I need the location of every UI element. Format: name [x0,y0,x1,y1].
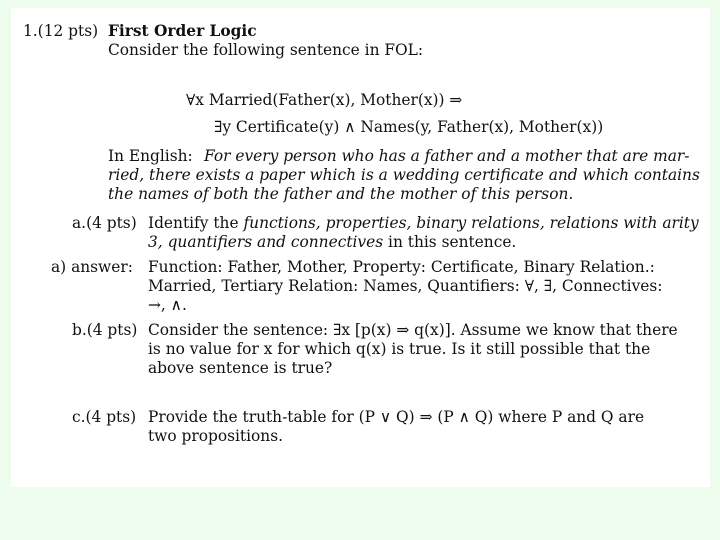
english-line-3: the names of both the father and the mother of this person. [108,185,574,203]
part-a-italic-1: functions, properties, binary relations, relations with arity [243,214,699,232]
answer-a-line-2: Married, Tertiary Relation: Names, Quantifiers: ∀, ∃, Connectives: [148,277,663,295]
part-a-text-end: in this sentence. [388,233,517,251]
english-label: In English: [108,147,193,165]
part-a-italic-2: 3, quantifiers and connectives [148,233,384,251]
part-b-line-1: Consider the sentence: ∃x [p(x) ⇒ q(x)]. Assume we know that there [148,321,678,339]
part-b-line-3: above sentence is true? [148,359,333,377]
problem-number: 1.(12 pts) [23,22,99,40]
part-a-label: a.(4 pts) [72,214,137,232]
answer-a-line-1: Function: Father, Mother, Property: Certificate, Binary Relation.: [148,258,655,276]
part-c-label: c.(4 pts) [72,408,137,426]
english-line-2: ried, there exists a paper which is a wedding certificate and which contains [108,166,700,184]
part-a-question [148,214,699,233]
answer-a-label: a) answer: [51,258,133,276]
answer-a-line-3: →, ∧. [148,296,187,314]
part-c-line-2: two propositions. [148,427,284,445]
document-page [11,8,710,487]
problem-intro: Consider the following sentence in FOL: [108,41,424,59]
part-b-line-2: is no value for x for which q(x) is true. Is it still possible that the [148,340,651,358]
problem-title: First Order Logic [108,22,257,40]
part-a-question-line-2 [148,233,516,252]
part-a-text-start: Identify the [148,214,239,232]
english-line-1: For every person who has a father and a mother that are mar- [204,147,690,165]
formula-line-2: ∃y Certificate(y) ∧ Names(y, Father(x), Mother(x)) [214,118,604,136]
part-c-line-1: Provide the truth-table for (P ∨ Q) ⇒ (P ∧ Q) where P and Q are [148,408,645,426]
formula-line-1: ∀x Married(Father(x), Mother(x)) ⇒ [186,91,463,109]
part-b-label: b.(4 pts) [72,321,138,339]
